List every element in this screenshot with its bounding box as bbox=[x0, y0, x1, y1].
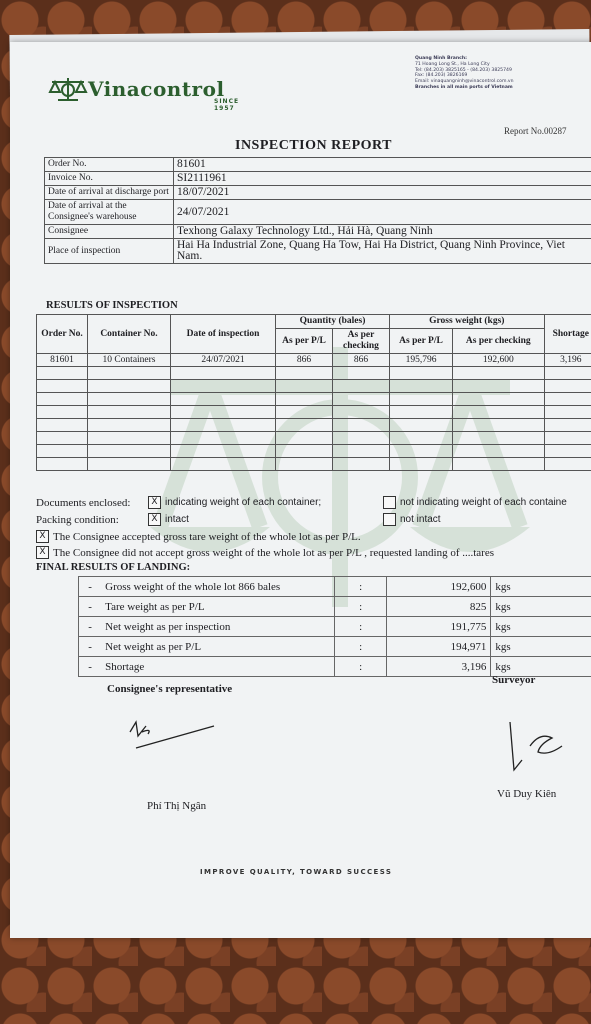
info-row bbox=[45, 186, 591, 200]
cell-qty-checking: 866 bbox=[333, 354, 390, 367]
col-container-no: Container No. bbox=[88, 315, 171, 354]
cell-shortage: 3,196 bbox=[544, 354, 591, 367]
cell-gw-per-pl: 195,796 bbox=[390, 354, 453, 367]
order-no-value: 81601 bbox=[174, 158, 591, 172]
consignee-name: Phí Thị Ngân bbox=[147, 800, 207, 812]
contact-line: Email: vinaquangninh@vinacontrol.com.vn bbox=[415, 79, 514, 85]
consignee-label: Consignee bbox=[45, 225, 174, 239]
surveyor-signature bbox=[500, 716, 570, 776]
table-row: - Net weight as per inspection : 191,775 kgs bbox=[79, 617, 591, 637]
statement-text: The Consignee did not accept gross weight of the whole lot as per P/L , requested landing of ....tares bbox=[53, 546, 495, 559]
final-item: Shortage bbox=[101, 657, 335, 677]
results-header-row bbox=[37, 315, 591, 329]
inspection-report-page bbox=[10, 42, 591, 938]
col-gross-weight: Gross weight (kgs) bbox=[390, 315, 545, 329]
order-no-label: Order No. bbox=[45, 158, 174, 172]
arrival-port-value: 18/07/2021 bbox=[174, 186, 591, 200]
cell-qty-per-pl: 866 bbox=[276, 354, 333, 367]
contact-line: Tel: (84.203) 3825165 - (84.203) 3825749 bbox=[415, 67, 512, 73]
final-value: 825 bbox=[386, 597, 491, 617]
cell-gw-checking: 192,600 bbox=[453, 354, 545, 367]
company-logo bbox=[48, 76, 240, 112]
final-item: Net weight as per inspection bbox=[101, 617, 335, 637]
final-value: 194,971 bbox=[386, 637, 491, 657]
packing-label: Packing condition: bbox=[36, 513, 119, 526]
packing-intact-label: intact bbox=[165, 514, 189, 525]
empty-row bbox=[37, 419, 591, 432]
col-date: Date of inspection bbox=[171, 315, 276, 354]
final-unit: kgs bbox=[491, 657, 591, 677]
table-row: - Gross weight of the whole lot 866 bales : 192,600 kgs bbox=[79, 577, 591, 597]
consignee-statement-row bbox=[36, 546, 494, 559]
final-results-title: FINAL RESULTS OF LANDING: bbox=[36, 562, 191, 573]
col-gw-checking: As per checking bbox=[453, 329, 545, 354]
info-row bbox=[45, 225, 591, 239]
col-shortage: Shortage bbox=[544, 315, 591, 354]
final-value: 3,196 bbox=[386, 657, 491, 677]
contact-line: Fax: (84.203) 3826169 bbox=[415, 73, 468, 79]
info-row bbox=[45, 239, 591, 264]
table-row: - Net weight as per P/L : 194,971 kgs bbox=[79, 637, 591, 657]
empty-row bbox=[37, 393, 591, 406]
documents-label: Documents enclosed: bbox=[36, 496, 131, 509]
empty-row bbox=[37, 406, 591, 419]
table-row: - Shortage : 3,196 kgs bbox=[79, 657, 591, 677]
statement-checkbox[interactable]: X bbox=[36, 546, 49, 559]
final-unit: kgs bbox=[491, 617, 591, 637]
statement-checkbox[interactable]: X bbox=[36, 530, 49, 543]
invoice-no-value: SI2111961 bbox=[174, 172, 591, 186]
company-name: Vinacontrol bbox=[88, 77, 225, 101]
company-contact-block bbox=[415, 56, 585, 91]
report-number: Report No.00287 bbox=[504, 126, 567, 136]
final-unit: kgs bbox=[491, 577, 591, 597]
col-quantity: Quantity (bales) bbox=[276, 315, 390, 329]
order-info-table bbox=[44, 157, 591, 264]
col-order-no: Order No. bbox=[37, 315, 88, 354]
final-item: Tare weight as per P/L bbox=[101, 597, 335, 617]
contact-line: Branches in all main ports of Vietnam bbox=[415, 84, 513, 90]
arrival-warehouse-value: 24/07/2021 bbox=[174, 200, 591, 225]
final-item: Net weight as per P/L bbox=[101, 637, 335, 657]
arrival-port-label: Date of arrival at discharge port bbox=[45, 186, 174, 200]
place-label: Place of inspection bbox=[45, 239, 174, 264]
packing-not-intact-checkbox[interactable] bbox=[383, 513, 396, 526]
empty-row bbox=[37, 445, 591, 458]
surveyor-name: Vũ Duy Kiên bbox=[497, 788, 557, 800]
arrival-warehouse-label: Date of arrival at the Consignee's warehouse bbox=[45, 200, 174, 225]
consignee-statement-row bbox=[36, 530, 361, 543]
documents-indicating-label: indicating weight of each container; bbox=[165, 497, 322, 508]
table-row: - Tare weight as per P/L : 825 kgs bbox=[79, 597, 591, 617]
final-item: Gross weight of the whole lot 866 bales bbox=[101, 577, 335, 597]
col-qty-per-pl: As per P/L bbox=[276, 329, 333, 354]
table-row bbox=[37, 354, 591, 367]
final-value: 191,775 bbox=[386, 617, 491, 637]
consignee-value: Texhong Galaxy Technology Ltd., Hải Hà, Quang Ninh bbox=[174, 225, 591, 239]
final-value: 192,600 bbox=[386, 577, 491, 597]
info-row bbox=[45, 200, 591, 225]
col-gw-per-pl: As per P/L bbox=[390, 329, 453, 354]
report-title: INSPECTION REPORT bbox=[235, 138, 392, 153]
contact-line: Quang Ninh Branch: bbox=[415, 56, 467, 61]
cell-container-no: 10 Containers bbox=[88, 354, 171, 367]
cell-date: 24/07/2021 bbox=[171, 354, 276, 367]
results-section-title: RESULTS OF INSPECTION bbox=[46, 300, 178, 311]
surveyor-label: Surveyor bbox=[492, 674, 536, 686]
col-qty-checking: As per checking bbox=[333, 329, 390, 354]
documents-enclosed-row bbox=[36, 496, 567, 509]
info-row bbox=[45, 172, 591, 186]
consignee-signature bbox=[122, 718, 222, 758]
documents-not-indicating-checkbox[interactable] bbox=[383, 496, 396, 509]
empty-row bbox=[37, 367, 591, 380]
contact-line: 71 Hoang Long St., Ha Long City bbox=[415, 61, 490, 67]
packing-intact-checkbox[interactable]: X bbox=[148, 513, 161, 526]
empty-row bbox=[37, 380, 591, 393]
packing-condition-row bbox=[36, 513, 441, 526]
statement-text: The Consignee accepted gross tare weight of the whole lot as per P/L. bbox=[53, 530, 361, 543]
place-value: Hai Ha Industrial Zone, Quang Ha Tow, Hai Ha District, Quang Ninh Province, Viet Nam. bbox=[174, 239, 591, 264]
final-unit: kgs bbox=[491, 597, 591, 617]
documents-not-indicating-label: not indicating weight of each containe bbox=[400, 497, 567, 508]
empty-row bbox=[37, 432, 591, 445]
documents-indicating-checkbox[interactable]: X bbox=[148, 496, 161, 509]
consignee-representative-label: Consignee's representative bbox=[107, 683, 233, 695]
cell-order-no: 81601 bbox=[37, 354, 88, 367]
empty-row bbox=[37, 458, 591, 471]
packing-not-intact-label: not intact bbox=[400, 514, 441, 525]
invoice-no-label: Invoice No. bbox=[45, 172, 174, 186]
scale-logo-icon bbox=[48, 76, 88, 102]
final-unit: kgs bbox=[491, 637, 591, 657]
info-row bbox=[45, 158, 591, 172]
results-table bbox=[36, 314, 591, 471]
final-results-table bbox=[78, 576, 591, 677]
footer-slogan: IMPROVE QUALITY, TOWARD SUCCESS bbox=[200, 868, 393, 876]
company-since: SINCE 1957 bbox=[214, 98, 240, 112]
